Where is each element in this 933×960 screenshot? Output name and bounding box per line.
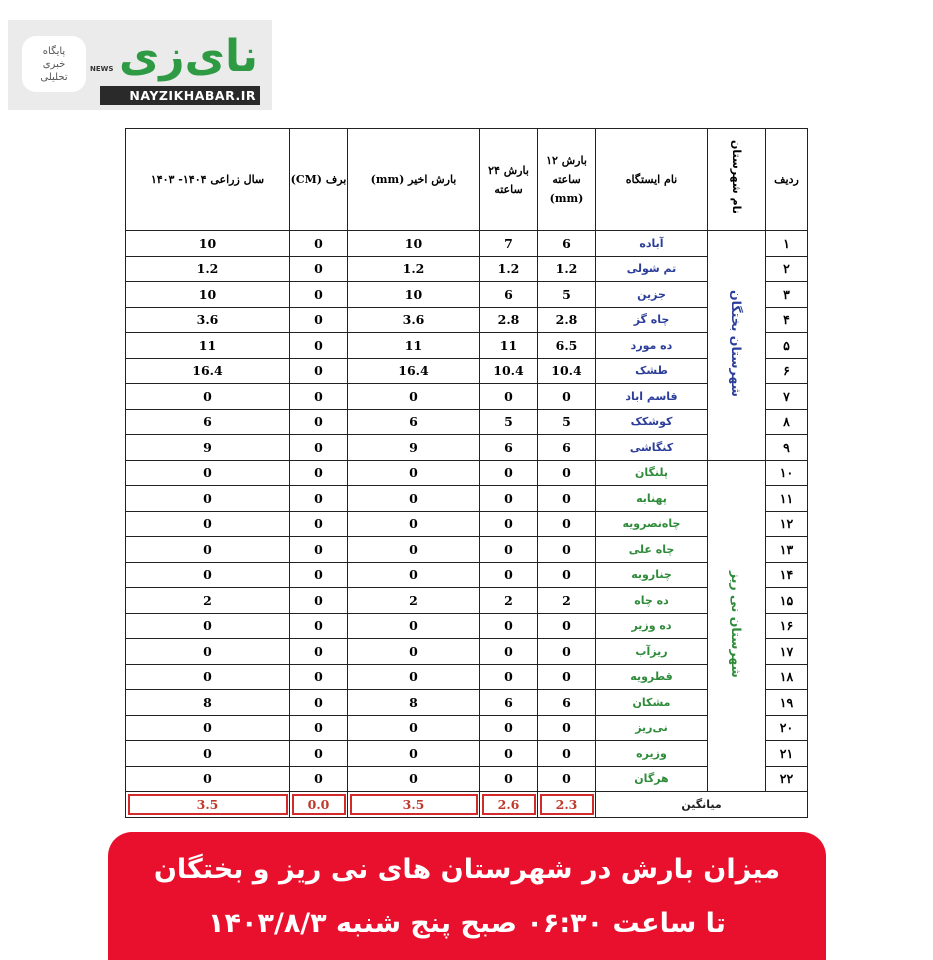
recent-rain-cell: 2 — [348, 588, 480, 614]
snow-cell: 0 — [290, 511, 348, 537]
snow-cell: 0 — [290, 486, 348, 512]
table-row — [126, 562, 808, 588]
rain-24h-cell: 0 — [480, 562, 538, 588]
station-name: چاه علی — [596, 537, 708, 563]
crop-year-cell: 1.2 — [126, 256, 290, 282]
recent-rain-cell: 3.6 — [348, 307, 480, 333]
rain-24h-cell: 0 — [480, 715, 538, 741]
snow-cell: 0 — [290, 715, 348, 741]
snow-cell: 0 — [290, 282, 348, 308]
snow-cell: 0 — [290, 537, 348, 563]
recent-rain-cell: 0 — [348, 511, 480, 537]
station-name: نی‌ریز — [596, 715, 708, 741]
station-name: آباده — [596, 231, 708, 257]
snow-cell: 0 — [290, 562, 348, 588]
rain-12h-cell: 6.5 — [538, 333, 596, 359]
station-name: کنگاشی — [596, 435, 708, 461]
station-name: هرگان — [596, 766, 708, 792]
row-number: ۱۳ — [766, 537, 808, 563]
row-number: ۲۱ — [766, 741, 808, 767]
city-name: شهرستان نی ریز — [729, 570, 744, 678]
header-recent-rain: بارش اخیر (mm) — [348, 129, 480, 231]
table-row — [126, 511, 808, 537]
logo-badge — [22, 36, 86, 92]
rain-24h-cell: 6 — [480, 282, 538, 308]
row-number: ۲ — [766, 256, 808, 282]
rainfall-table — [125, 128, 808, 818]
rain-24h-cell: 0 — [480, 486, 538, 512]
site-logo — [8, 20, 272, 110]
rain-12h-cell: 6 — [538, 231, 596, 257]
table-row — [126, 333, 808, 359]
city-bakhtegan — [708, 231, 766, 461]
header-rain-24h: بارش ۲۴ ساعته — [480, 129, 538, 231]
row-number: ۲۲ — [766, 766, 808, 792]
crop-year-cell: 2 — [126, 588, 290, 614]
header-crop-year: سال زراعی ۱۴۰۴- ۱۴۰۳ — [126, 129, 290, 231]
header-snow: برف (CM) — [290, 129, 348, 231]
snow-cell: 0 — [290, 460, 348, 486]
station-name: کوشکک — [596, 409, 708, 435]
rain-12h-cell: 0 — [538, 613, 596, 639]
rain-12h-cell: 0 — [538, 664, 596, 690]
snow-cell: 0 — [290, 384, 348, 410]
station-name: وزیره — [596, 741, 708, 767]
rain-12h-cell: 0 — [538, 460, 596, 486]
rain-24h-cell: 7 — [480, 231, 538, 257]
recent-rain-cell: 0 — [348, 384, 480, 410]
recent-rain-cell: 0 — [348, 537, 480, 563]
recent-rain-cell: 0 — [348, 741, 480, 767]
city-neyriz — [708, 460, 766, 792]
crop-year-cell: 0 — [126, 562, 290, 588]
logo-wordmark: نای‌زی — [118, 31, 258, 82]
crop-year-cell: 9 — [126, 435, 290, 461]
crop-year-cell: 8 — [126, 690, 290, 716]
snow-cell: 0 — [290, 741, 348, 767]
table-row — [126, 460, 808, 486]
snow-cell: 0 — [290, 664, 348, 690]
rain-24h-cell: 0 — [480, 537, 538, 563]
rain-24h-cell: 0 — [480, 460, 538, 486]
rain-12h-cell: 6 — [538, 690, 596, 716]
table-row — [126, 256, 808, 282]
rain-24h-cell: 2 — [480, 588, 538, 614]
recent-rain-cell: 11 — [348, 333, 480, 359]
headline-line-2: تا ساعت ۰۶:۳۰ صبح پنج شنبه ۱۴۰۳/۸/۳ — [208, 908, 726, 939]
rain-12h-cell: 2.8 — [538, 307, 596, 333]
average-r24: 2.6 — [480, 792, 538, 818]
rain-24h-cell: 6 — [480, 435, 538, 461]
station-name: قطرویه — [596, 664, 708, 690]
average-label: میانگین — [596, 792, 808, 818]
station-name: پلنگان — [596, 460, 708, 486]
rain-24h-cell: 0 — [480, 639, 538, 665]
snow-cell: 0 — [290, 333, 348, 359]
table-row — [126, 741, 808, 767]
row-number: ۱۹ — [766, 690, 808, 716]
snow-cell: 0 — [290, 766, 348, 792]
rain-12h-cell: 5 — [538, 282, 596, 308]
city-name: شهرستان بختگان — [729, 290, 744, 398]
row-number: ۹ — [766, 435, 808, 461]
crop-year-cell: 10 — [126, 231, 290, 257]
row-number: ۱ — [766, 231, 808, 257]
rain-12h-cell: 0 — [538, 741, 596, 767]
snow-cell: 0 — [290, 613, 348, 639]
table-row — [126, 231, 808, 257]
header-city-label: نام شهرستان — [730, 139, 743, 214]
crop-year-cell: 0 — [126, 486, 290, 512]
recent-rain-cell: 0 — [348, 715, 480, 741]
rain-12h-cell: 2 — [538, 588, 596, 614]
recent-rain-cell: 0 — [348, 664, 480, 690]
table-row — [126, 409, 808, 435]
snow-cell: 0 — [290, 690, 348, 716]
row-number: ۶ — [766, 358, 808, 384]
station-name: قاسم اباد — [596, 384, 708, 410]
crop-year-cell: 10 — [126, 282, 290, 308]
station-name: تم شولی — [596, 256, 708, 282]
rain-24h-cell: 0 — [480, 766, 538, 792]
crop-year-cell: 0 — [126, 537, 290, 563]
logo-url: NAYZIKHABAR.IR — [100, 86, 260, 105]
station-name: مشکان — [596, 690, 708, 716]
crop-year-cell: 0 — [126, 766, 290, 792]
crop-year-cell: 11 — [126, 333, 290, 359]
station-name: چاه‌نصرویه — [596, 511, 708, 537]
table-row — [126, 435, 808, 461]
logo-text-line-2: خبری — [42, 58, 66, 70]
rain-12h-cell: 5 — [538, 409, 596, 435]
crop-year-cell: 0 — [126, 511, 290, 537]
crop-year-cell: 3.6 — [126, 307, 290, 333]
row-number: ۵ — [766, 333, 808, 359]
rain-24h-cell: 0 — [480, 511, 538, 537]
table-row — [126, 282, 808, 308]
average-year: 3.5 — [126, 792, 290, 818]
snow-cell: 0 — [290, 256, 348, 282]
station-name: ده وزیر — [596, 613, 708, 639]
table-row — [126, 307, 808, 333]
rain-12h-cell: 6 — [538, 435, 596, 461]
crop-year-cell: 16.4 — [126, 358, 290, 384]
crop-year-cell: 0 — [126, 384, 290, 410]
row-number: ۳ — [766, 282, 808, 308]
rain-24h-cell: 5 — [480, 409, 538, 435]
header-city — [708, 129, 766, 231]
table-row — [126, 358, 808, 384]
row-number: ۱۰ — [766, 460, 808, 486]
rain-24h-cell: 0 — [480, 741, 538, 767]
logo-text-line-3: تحلیلی — [40, 71, 68, 83]
row-number: ۱۴ — [766, 562, 808, 588]
crop-year-cell: 0 — [126, 664, 290, 690]
row-number: ۸ — [766, 409, 808, 435]
average-r12: 2.3 — [538, 792, 596, 818]
table-row — [126, 537, 808, 563]
recent-rain-cell: 6 — [348, 409, 480, 435]
table-row — [126, 588, 808, 614]
rain-12h-cell: 0 — [538, 766, 596, 792]
headline-line-1: میزان بارش در شهرستان های نی ریز و بختگان — [153, 854, 781, 885]
snow-cell: 0 — [290, 307, 348, 333]
logo-news-label: NEWS — [90, 65, 114, 73]
snow-cell: 0 — [290, 409, 348, 435]
table-row — [126, 715, 808, 741]
row-number: ۲۰ — [766, 715, 808, 741]
rain-24h-cell: 10.4 — [480, 358, 538, 384]
table-row — [126, 486, 808, 512]
rain-12h-cell: 10.4 — [538, 358, 596, 384]
rain-12h-cell: 0 — [538, 715, 596, 741]
snow-cell: 0 — [290, 358, 348, 384]
rain-12h-cell: 0 — [538, 537, 596, 563]
rain-24h-cell: 11 — [480, 333, 538, 359]
rain-12h-cell: 0 — [538, 511, 596, 537]
table-row — [126, 690, 808, 716]
logo-text-line-1: پایگاه — [42, 45, 66, 57]
station-name: ده مورد — [596, 333, 708, 359]
rain-24h-cell: 0 — [480, 384, 538, 410]
station-name: ریزآب — [596, 639, 708, 665]
table-row — [126, 766, 808, 792]
rain-12h-cell: 1.2 — [538, 256, 596, 282]
station-name: چناروبه — [596, 562, 708, 588]
rain-24h-cell: 2.8 — [480, 307, 538, 333]
rain-24h-cell: 0 — [480, 664, 538, 690]
table-row — [126, 384, 808, 410]
rain-12h-cell: 0 — [538, 486, 596, 512]
header-rain-12h: بارش ۱۲ ساعته (mm) — [538, 129, 596, 231]
recent-rain-cell: 0 — [348, 562, 480, 588]
rain-24h-cell: 6 — [480, 690, 538, 716]
recent-rain-cell: 10 — [348, 231, 480, 257]
station-name: طشک — [596, 358, 708, 384]
row-number: ۴ — [766, 307, 808, 333]
recent-rain-cell: 10 — [348, 282, 480, 308]
crop-year-cell: 6 — [126, 409, 290, 435]
snow-cell: 0 — [290, 639, 348, 665]
station-name: چاه گز — [596, 307, 708, 333]
recent-rain-cell: 0 — [348, 486, 480, 512]
crop-year-cell: 0 — [126, 639, 290, 665]
headline-banner — [108, 832, 826, 960]
rain-12h-cell: 0 — [538, 562, 596, 588]
snow-cell: 0 — [290, 231, 348, 257]
recent-rain-cell: 16.4 — [348, 358, 480, 384]
recent-rain-cell: 9 — [348, 435, 480, 461]
average-snow: 0.0 — [290, 792, 348, 818]
table-header-row — [126, 129, 808, 231]
crop-year-cell: 0 — [126, 613, 290, 639]
row-number: ۱۱ — [766, 486, 808, 512]
header-row-no: ردیف — [766, 129, 808, 231]
row-number: ۱۶ — [766, 613, 808, 639]
row-number: ۱۷ — [766, 639, 808, 665]
recent-rain-cell: 0 — [348, 613, 480, 639]
crop-year-cell: 0 — [126, 460, 290, 486]
header-station: نام ایستگاه — [596, 129, 708, 231]
average-row — [126, 792, 808, 818]
crop-year-cell: 0 — [126, 741, 290, 767]
rain-12h-cell: 0 — [538, 639, 596, 665]
row-number: ۱۵ — [766, 588, 808, 614]
row-number: ۱۸ — [766, 664, 808, 690]
recent-rain-cell: 0 — [348, 766, 480, 792]
snow-cell: 0 — [290, 588, 348, 614]
table-row — [126, 613, 808, 639]
snow-cell: 0 — [290, 435, 348, 461]
table-row — [126, 639, 808, 665]
table-row — [126, 664, 808, 690]
rain-24h-cell: 1.2 — [480, 256, 538, 282]
recent-rain-cell: 0 — [348, 639, 480, 665]
station-name: ده چاه — [596, 588, 708, 614]
recent-rain-cell: 8 — [348, 690, 480, 716]
average-recent: 3.5 — [348, 792, 480, 818]
rain-24h-cell: 0 — [480, 613, 538, 639]
row-number: ۱۲ — [766, 511, 808, 537]
station-name: جزین — [596, 282, 708, 308]
row-number: ۷ — [766, 384, 808, 410]
rain-12h-cell: 0 — [538, 384, 596, 410]
station-name: پهنابه — [596, 486, 708, 512]
recent-rain-cell: 1.2 — [348, 256, 480, 282]
recent-rain-cell: 0 — [348, 460, 480, 486]
crop-year-cell: 0 — [126, 715, 290, 741]
